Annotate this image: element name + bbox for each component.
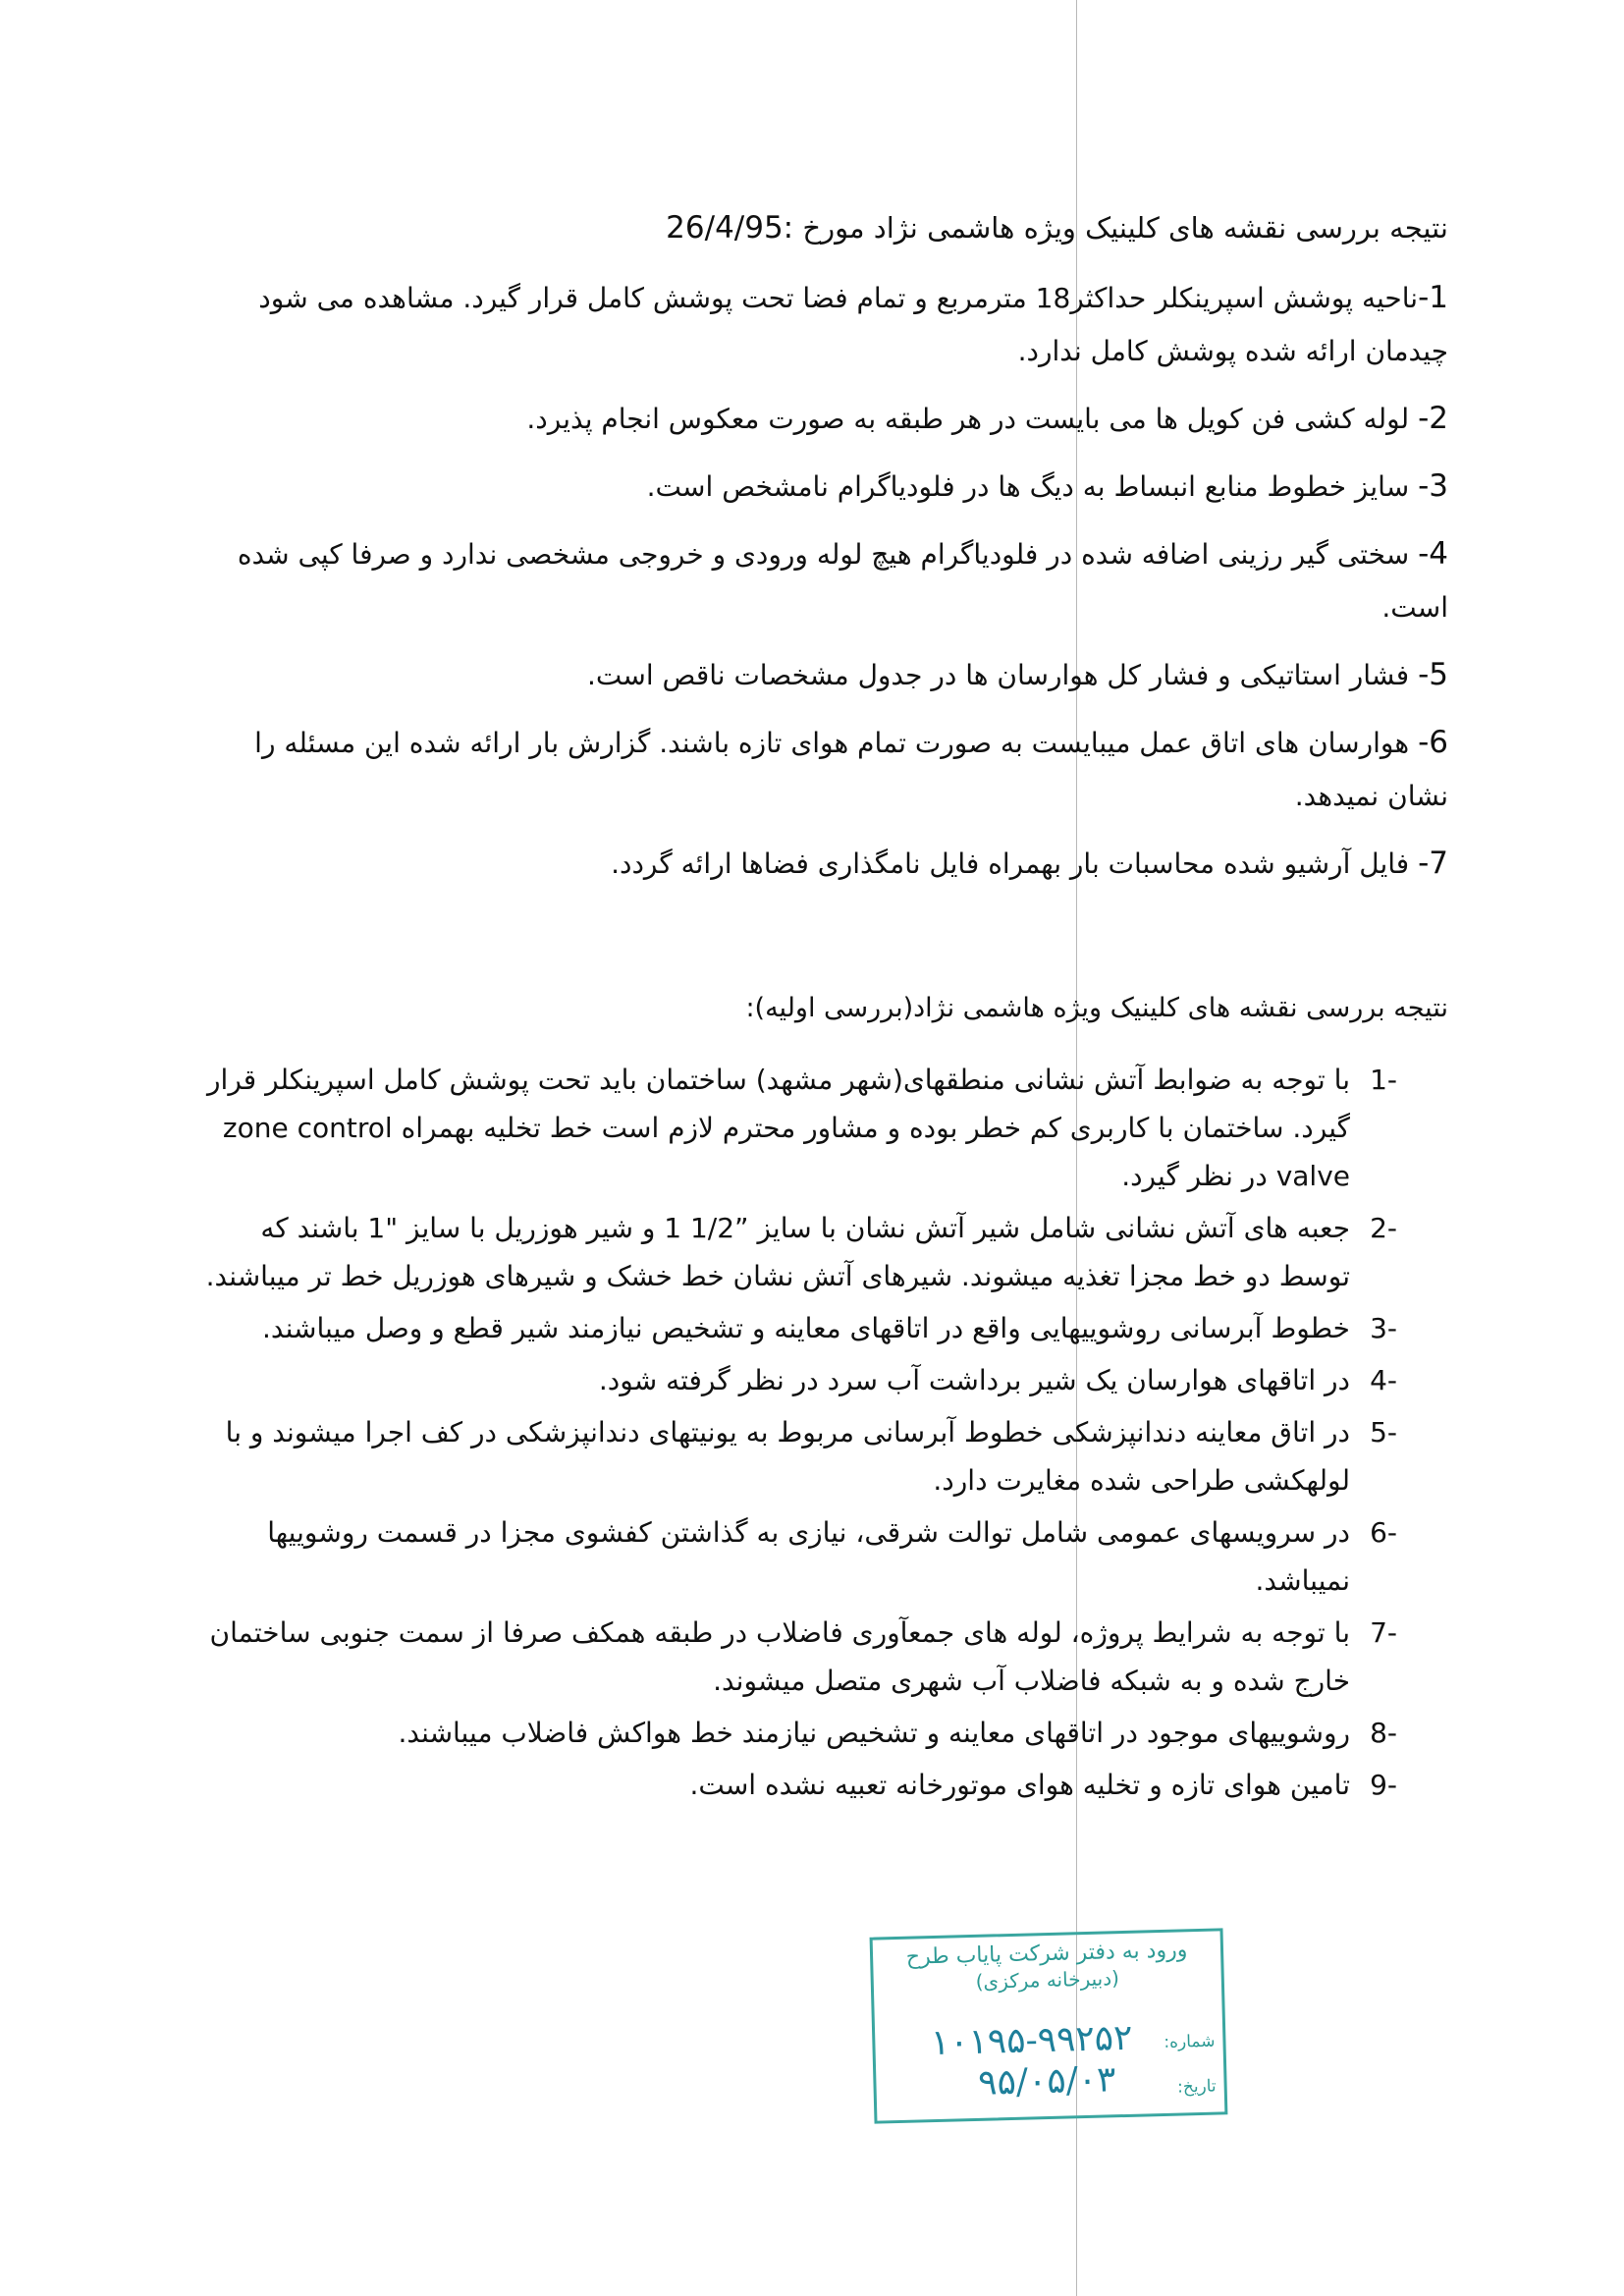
list-item-number: -1 <box>1370 1064 1397 1096</box>
list-item-text: با توجه به ضوابط آتش نشانی منطقهای(شهر مشهد) ساختمان باید تحت پوشش کامل اسپرینکلر قرار گیرد. ساختمان با کاربری کم خطر بوده و مشاور محترم لازم است خط تخلیه بهمراه <box>207 1064 1350 1144</box>
list-item-ltr-text: zone control valve <box>222 1112 1350 1192</box>
list-item <box>182 1056 1448 1200</box>
review-section-2 <box>182 987 1448 1813</box>
section-1-item <box>226 271 1448 378</box>
section-1-item <box>226 837 1448 891</box>
item-number: 5- <box>1418 657 1448 692</box>
list-item <box>182 1508 1448 1605</box>
item-number: 7- <box>1418 846 1448 881</box>
list-item-number: -5 <box>1370 1416 1397 1449</box>
list-item <box>182 1709 1448 1757</box>
list-item-number: -9 <box>1370 1769 1397 1801</box>
section-1-item <box>226 648 1448 702</box>
item-text: هوارسان های اتاق عمل میبایست به صورت تمام هوای تازه باشند. گزارش بار ارائه شده این مسئله را نشان نمیدهد. <box>254 727 1448 812</box>
item-number: 1- <box>1418 280 1448 315</box>
list-item-text: خطوط آبرسانی روشوییهایی واقع در اتاقهای معاینه و تشخیص نیازمند شیر قطع و وصل میباشند. <box>261 1312 1350 1344</box>
list-item-text: در اتاقهای هوارسان یک شیر برداشت آب سرد در نظر گرفته شود. <box>598 1364 1350 1396</box>
list-item-tail: در نظر گیرد. <box>1121 1160 1276 1192</box>
list-item <box>182 1408 1448 1504</box>
list-item <box>182 1609 1448 1705</box>
section-1-item <box>226 460 1448 514</box>
stamp-date-label: تاریخ: <box>1176 2076 1217 2098</box>
item-text: لوله کشی فن کویل ها می بایست در هر طبقه به صورت معکوس انجام پذیرد. <box>526 403 1410 435</box>
section-1-item <box>226 527 1448 634</box>
list-item <box>182 1304 1448 1352</box>
list-item-number: -8 <box>1370 1717 1397 1749</box>
item-text: سختی گیر رزینی اضافه شده در فلودیاگرام هیچ لوله ورودی و خروجی مشخصی ندارد و صرفا کپی شده است. <box>237 538 1448 624</box>
list-item-number: -6 <box>1370 1516 1397 1549</box>
section-1-item <box>226 716 1448 823</box>
item-number: 3- <box>1418 468 1448 504</box>
item-number: 4- <box>1418 536 1448 572</box>
list-item-text: در اتاق معاینه دندانپزشکی خطوط آبرسانی مربوط به یونیتهای دندانپزشکی در کف اجرا میشوند و با لولهکشی طراحی شده مغایرت دارد. <box>225 1416 1350 1497</box>
item-number: 6- <box>1418 725 1448 760</box>
list-item-text: تامین هوای تازه و تخلیه هوای موتورخانه تعبیه نشده است. <box>689 1769 1350 1801</box>
section-2-list <box>182 1056 1448 1809</box>
stamp-number-label: شماره: <box>1164 2031 1216 2052</box>
stamp-org-line: ورود به دفتر شرکت پایاب طرح <box>905 1938 1188 1970</box>
section-1-heading-date: 26/4/95: <box>666 210 794 246</box>
item-text: ناحیه پوشش اسپرینکلر حداکثر18 مترمربع و تمام فضا تحت پوشش کامل قرار گیرد. مشاهده می شود چیدمان ارائه شده پوشش کامل ندارد. <box>258 282 1448 367</box>
review-section-1 <box>226 206 1448 904</box>
section-1-heading <box>226 206 1448 249</box>
item-text: فشار استاتیکی و فشار کل هوارسان ها در جدول مشخصات ناقص است. <box>587 659 1410 691</box>
stamp-number-value: ۱۰۱۹۵-۹۹۲۵۲ <box>930 2017 1133 2064</box>
list-item-text: در سرویسهای عمومی شامل توالت شرقی، نیازی به گذاشتن کفشوی مجزا در قسمت روشوییها نمیباشد. <box>267 1516 1350 1597</box>
stamp-dept-line: (دبیرخانه مرکزی) <box>975 1966 1120 1994</box>
list-item-number: -3 <box>1370 1312 1397 1344</box>
list-item-text: جعبه های آتش نشانی شامل شیر آتش نشان با سایز ”1/2 1 و شیر هوزریل با سایز "1 باشند که توسط دو خط مجزا تغذیه میشوند. شیرهای آتش نشان خط خشک و شیرهای هوزریل خط تر میباشند. <box>205 1212 1350 1292</box>
section-2-heading: نتیجه بررسی نقشه های کلینیک ویژه هاشمی نژاد(بررسی اولیه): <box>745 993 1448 1023</box>
list-item <box>182 1204 1448 1300</box>
item-text: فایل آرشیو شده محاسبات بار بهمراه فایل نامگذاری فضاها ارائه گردد. <box>611 847 1410 880</box>
item-text: سایز خطوط منابع انبساط به دیگ ها در فلودیاگرام نامشخص است. <box>646 470 1410 503</box>
list-item-number: -2 <box>1370 1212 1397 1244</box>
list-item-text: روشوییهای موجود در اتاقهای معاینه و تشخیص نیازمند خط هواکش فاضلاب میباشند. <box>398 1717 1350 1749</box>
stamp-date-value: ۹۵/۰۵/۰۳ <box>977 2059 1116 2104</box>
item-number: 2- <box>1418 401 1448 436</box>
list-item-text: با توجه به شرایط پروژه، لوله های جمعآوری فاضلاب در طبقه همکف صرفا از سمت جنوبی ساختمان خارج شده و به شبکه فاضلاب آب شهری متصل میشوند. <box>209 1616 1350 1697</box>
list-item <box>182 1356 1448 1404</box>
received-stamp <box>870 1928 1228 2123</box>
section-1-item <box>226 392 1448 446</box>
list-item-number: -7 <box>1370 1616 1397 1649</box>
section-1-heading-text: نتیجه بررسی نقشه های کلینیک ویژه هاشمی نژاد مورخ <box>802 211 1448 245</box>
list-item-number: -4 <box>1370 1364 1397 1396</box>
list-item <box>182 1761 1448 1809</box>
